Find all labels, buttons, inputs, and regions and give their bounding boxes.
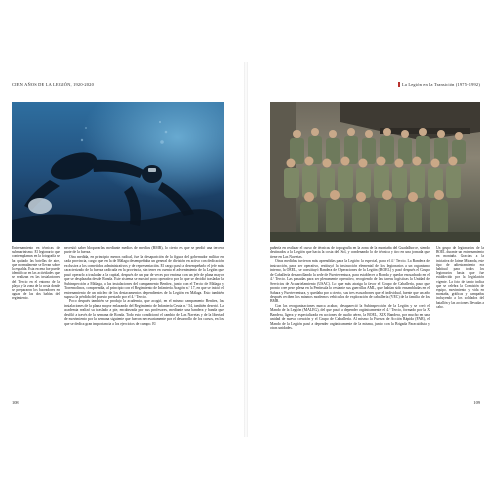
paragraph: Poco después también se produjo la academia, que acogió, en el mismo campamento Benítez, las instalaciones de la plana mayor enlazando del Regimiento de Infantería Ceuta n.º 54, también desertó. La academia realizó su traslado a pie, encabezada por sus profesores, mediante una bandera y banda que desfiló a través de la semana de Ronda. Todo esto condicionó el cambio de Las Navetas y de la libertad de movimiento por la semana siguiente que fueron necesariamente por el desarrollo de los cursos, en los que se dedica gran importancia a los ejercicios de campo. El xyxy=(64,299,224,326)
photo-caption-left: Entrenamiento en técnicas de submarinismo. El legionario que contemplamos en la fotografía se ha quitado las botellas de aire, que normalmente se llevan sobre la espalda. Esta escena fue puede identificar en las actividades que se realizan en las instalaciones del Tercio en el entorno de la playa y la zona de la costa donde se prepararon los buceadores en aguas de las dos bahías del regimiento. xyxy=(12,246,60,301)
book-spread xyxy=(0,62,492,437)
paragraph: Otras medidas tuvieron más aprendidas para la Legión: la especial, para el 4.º Tercio. La Bandera de instrucción, para ser operativo, restituyó la instrucción elemental de los legionarios a un organismo interno, la OEEL, se constituyó Bandera de Operaciones de la Legión (BOEL) y pasó después el Grupo de Caballería desarrollando la sede de Fuerteventura, para establecer a Ronda y quedar encuadrado en el 4.º Tercio. Las pasadas para ser plenamente operativo, recogiendo de las tareas logísticas la Unidad de Servicios de Acuartelamiento (USAC). Lo que más atraiga la favor el Grupo de Caballería, paso que pronto cree pese plena en la Península lo restante sus guerrillas AML, que habían sido ensambladas en el Sahara y Fuerteventura, y quedaba por a cierto, sus tres escuadrones que el individual, fuente que un año después reciben los mismos modernos vehículos de exploración de caballería (VEC) de la familia de los BMR. xyxy=(270,259,430,304)
body-text-left xyxy=(64,246,224,326)
paragraph: necesitó saber bloquearlas mediante medios de medios (BMR), lo cierto es que se perdió una tercera parte de la fuerza. xyxy=(64,246,224,255)
underwater-photo-art xyxy=(12,102,224,242)
body-text-right xyxy=(270,246,430,331)
running-head-left: CIEN AÑOS DE LA LEGIÓN, 1920-2020 xyxy=(12,82,94,87)
underwater-training-photo xyxy=(12,102,224,242)
paragraph: Con las reorganizaciones nunca acabar, desapareció la Subinspección de la Legión y se creó el Mando de la Legión (MALEG), del que pasó a depender orgánicamente el 4.º Tercio, formado por la X Bandera, ligera y especializada en acciones de asalto aéreo, la BOEL, XIX Bandera, por mucho en una unidad de nueva creación y el Grupo de Caballería. Al mismo la Fuerza de Acción Rápida (FAR), el Mando de la Legión pasó a depender orgánicamente de la misma, junto con la Brigada Paracaidista y otras unidades. xyxy=(270,303,430,331)
mountain-group-photo xyxy=(270,102,480,242)
left-page xyxy=(0,62,244,437)
running-head-text: La Legión en la Transición (1975-1992) xyxy=(402,82,480,87)
group-photo-art xyxy=(270,102,480,242)
paragraph: pañería en realizar el curso de técnicas de topografía en la zona de la montaña del Guadalhorce, siendo destinados a la Legión que hacia la costa del Sol, y condenando lo de técnica y tiro en una jornada que tiene en Las Navetas. xyxy=(270,246,430,259)
right-page xyxy=(248,62,492,437)
photo-caption-right: Un grupo de legionarios de la BOEL durante un entrenamiento en montaña. Gracias a la iniciativa de Jaime Miranda, este tipo de adiestramiento era habitual para todos los legionarios hasta que fue establecido por la legislación vigente. La foto de tanto indica que se celebra la Comisión de equipo, movimiento y vida en montaña, gráficas y campañas incluyendo a los soldados del batallón y las acciones llevadas a cabo. xyxy=(436,246,484,309)
running-head-right xyxy=(398,82,480,87)
page-number-right: 109 xyxy=(473,400,480,405)
page-number-left: 108 xyxy=(12,400,19,405)
accent-bar xyxy=(398,82,400,87)
paragraph: Otra medida, en principio menos radical, fue la desaparición de la figura del gobernador militar en cada provincia, cargo que en la de Málaga desempeñaba un general de división en activo con dedicación exclusiva a los cometidos administrativos y de representación. El cargo pasó a desempeñarlo el jefe más caracterizado de la fuerza radicada en la provincia, sin tener en cuenta el advenimiento de la Legión que pasó operarlo a trasladar a la capital, después de un par de veces por encima con un jefe de plana mayor que se desplazaba desde Ronda. Este sistema se mostró poco operativo por lo que se decidió trasladar la Subinspección a Málaga, a las instalaciones del campamento Benítez, junto con el Tercio de Málaga y Torremolinos, comprendía, al principio con el Regimiento de Infantería Aragón n.º 17, en que se inició el entrenamiento de un núcleo de los destacamentos dependientes de la Legión en Málaga. Esto también supuso la pérdida del puesto prestado por el 4.º Tercio. xyxy=(64,254,224,299)
